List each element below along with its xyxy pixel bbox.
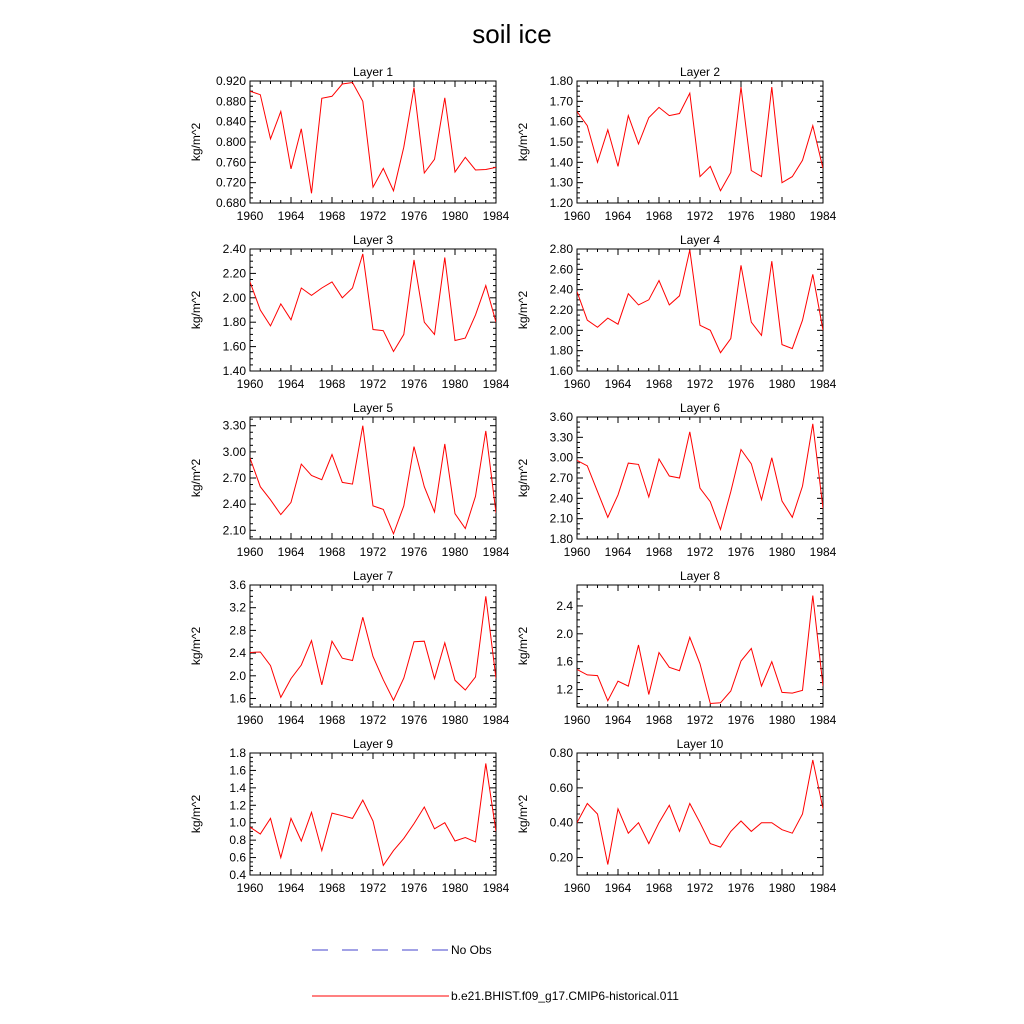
x-tick-label: 1964: [604, 713, 632, 727]
figure-title: soil ice: [472, 19, 552, 49]
x-tick-label: 1972: [359, 713, 387, 727]
x-tick-label: 1968: [318, 377, 346, 391]
panel-layer-7: [189, 569, 510, 727]
y-tick-label: 2.00: [549, 323, 573, 338]
panel-title: Layer 6: [679, 401, 721, 415]
x-tick-label: 1984: [809, 881, 837, 895]
plot-frame: [577, 81, 823, 203]
y-tick-label: 2.10: [549, 511, 573, 526]
x-tick-label: 1984: [809, 545, 837, 559]
y-tick-label: 0.760: [215, 155, 246, 170]
x-tick-label: 1968: [645, 377, 673, 391]
x-tick-label: 1980: [768, 713, 796, 727]
y-tick-label: 2.20: [222, 266, 246, 281]
panel-layer-8: [516, 569, 837, 727]
y-tick-label: 2.40: [549, 282, 573, 297]
panel-title: Layer 10: [676, 737, 724, 751]
x-tick-label: 1972: [686, 377, 714, 391]
panel-layer-2: [516, 65, 837, 223]
y-tick-label: 1.6: [556, 654, 573, 669]
y-axis-label: kg/m^2: [516, 458, 530, 498]
panel-title: Layer 9: [352, 737, 394, 751]
y-tick-label: 2.70: [549, 471, 573, 485]
x-tick-label: 1960: [236, 545, 264, 559]
panel-layer-9: [189, 737, 510, 895]
y-tick-label: 2.40: [222, 242, 246, 256]
x-tick-label: 1984: [482, 713, 510, 727]
x-tick-label: 1976: [400, 713, 428, 727]
x-tick-label: 1972: [359, 209, 387, 223]
panel-title: Layer 7: [352, 569, 394, 583]
y-axis-label: kg/m^2: [516, 290, 530, 330]
panel-title: Layer 3: [352, 233, 394, 247]
x-tick-label: 1984: [809, 209, 837, 223]
x-tick-label: 1968: [318, 713, 346, 727]
panel-layer-10: [516, 737, 837, 895]
x-tick-label: 1964: [277, 377, 305, 391]
panel-layer-5: [189, 401, 510, 559]
x-tick-label: 1980: [441, 545, 469, 559]
y-tick-label: 2.20: [549, 303, 573, 317]
y-tick-label: 0.720: [215, 175, 246, 190]
y-tick-label: 0.8: [229, 833, 246, 848]
y-tick-label: 1.70: [549, 94, 573, 109]
x-tick-label: 1976: [727, 881, 755, 895]
x-tick-label: 1968: [645, 713, 673, 727]
y-tick-label: 3.30: [222, 418, 246, 433]
y-tick-label: 1.8: [229, 746, 246, 760]
x-tick-label: 1968: [318, 881, 346, 895]
x-tick-label: 1972: [686, 209, 714, 223]
y-tick-label: 1.6: [229, 763, 246, 778]
y-tick-label: 2.10: [222, 523, 246, 538]
series-line: [250, 83, 496, 194]
y-tick-label: 1.2: [229, 798, 246, 813]
y-tick-label: 0.60: [549, 780, 573, 795]
series-line: [577, 760, 823, 865]
plot-frame: [577, 249, 823, 371]
y-tick-label: 1.60: [549, 364, 573, 378]
series-line: [250, 426, 496, 534]
x-tick-label: 1984: [482, 377, 510, 391]
panel-title: Layer 1: [352, 65, 394, 79]
y-axis-label: kg/m^2: [189, 122, 203, 162]
panel-title: Layer 4: [679, 233, 721, 247]
y-tick-label: 1.6: [229, 691, 246, 706]
x-tick-label: 1976: [727, 377, 755, 391]
y-tick-label: 0.4: [229, 868, 246, 882]
y-tick-label: 0.80: [549, 746, 573, 760]
plot-frame: [577, 753, 823, 875]
x-tick-label: 1964: [277, 881, 305, 895]
y-tick-label: 1.50: [549, 135, 573, 149]
x-tick-label: 1976: [400, 209, 428, 223]
y-tick-label: 0.840: [215, 114, 246, 129]
x-tick-label: 1960: [563, 713, 591, 727]
x-tick-label: 1972: [686, 713, 714, 727]
x-tick-label: 1968: [645, 209, 673, 223]
y-axis-label: kg/m^2: [189, 458, 203, 498]
x-tick-label: 1964: [277, 545, 305, 559]
y-tick-label: 2.00: [222, 290, 246, 305]
y-tick-label: 0.6: [229, 850, 246, 865]
x-tick-label: 1960: [563, 881, 591, 895]
x-tick-label: 1976: [727, 713, 755, 727]
y-tick-label: 1.60: [549, 114, 573, 129]
panel-layer-3: [189, 233, 510, 391]
x-tick-label: 1960: [563, 377, 591, 391]
y-tick-label: 3.6: [229, 578, 246, 592]
y-tick-label: 2.40: [549, 491, 573, 506]
x-tick-label: 1964: [277, 713, 305, 727]
x-tick-label: 1960: [236, 881, 264, 895]
x-tick-label: 1984: [482, 545, 510, 559]
x-tick-label: 1960: [236, 377, 264, 391]
y-tick-label: 2.8: [229, 623, 246, 638]
x-tick-label: 1980: [441, 881, 469, 895]
y-tick-label: 1.20: [549, 196, 573, 210]
x-tick-label: 1980: [441, 713, 469, 727]
x-tick-label: 1980: [441, 377, 469, 391]
x-tick-label: 1984: [482, 209, 510, 223]
y-axis-label: kg/m^2: [516, 794, 530, 834]
series-line: [577, 250, 823, 353]
plot-frame: [250, 585, 496, 707]
panel-layer-1: [189, 65, 510, 223]
legend: [312, 943, 679, 1003]
panel-layer-6: [516, 401, 837, 559]
x-tick-label: 1972: [359, 545, 387, 559]
series-line: [577, 87, 823, 191]
y-tick-label: 1.80: [549, 74, 573, 88]
x-tick-label: 1964: [604, 377, 632, 391]
series-line: [577, 596, 823, 704]
y-tick-label: 1.80: [549, 343, 573, 358]
x-tick-label: 1980: [768, 377, 796, 391]
y-tick-label: 1.0: [229, 815, 246, 830]
plot-frame: [250, 417, 496, 539]
y-tick-label: 2.60: [549, 262, 573, 277]
x-tick-label: 1960: [236, 713, 264, 727]
y-tick-label: 2.80: [549, 242, 573, 256]
panel-title: Layer 5: [352, 401, 394, 415]
x-tick-label: 1972: [686, 545, 714, 559]
y-axis-label: kg/m^2: [189, 290, 203, 330]
y-tick-label: 0.680: [215, 196, 246, 210]
x-tick-label: 1964: [277, 209, 305, 223]
x-tick-label: 1960: [563, 545, 591, 559]
x-tick-label: 1980: [768, 545, 796, 559]
y-axis-label: kg/m^2: [189, 626, 203, 666]
x-tick-label: 1972: [359, 881, 387, 895]
y-tick-label: 1.80: [549, 532, 573, 546]
x-tick-label: 1964: [604, 209, 632, 223]
series-line: [250, 596, 496, 700]
y-tick-label: 1.40: [222, 364, 246, 378]
x-tick-label: 1968: [318, 209, 346, 223]
y-tick-label: 2.0: [556, 626, 573, 641]
y-tick-label: 0.40: [549, 815, 573, 830]
x-tick-label: 1976: [400, 881, 428, 895]
x-tick-label: 1984: [809, 713, 837, 727]
legend-label-no-obs: No Obs: [451, 943, 492, 957]
y-tick-label: 2.70: [222, 471, 246, 485]
x-tick-label: 1976: [400, 377, 428, 391]
y-tick-label: 2.4: [229, 646, 246, 661]
x-tick-label: 1960: [563, 209, 591, 223]
y-axis-label: kg/m^2: [189, 794, 203, 834]
y-tick-label: 0.920: [215, 74, 246, 88]
x-tick-label: 1964: [604, 545, 632, 559]
panel-title: Layer 8: [679, 569, 721, 583]
x-tick-label: 1972: [359, 377, 387, 391]
panel-title: Layer 2: [679, 65, 721, 79]
y-tick-label: 3.00: [549, 450, 573, 465]
x-tick-label: 1972: [686, 881, 714, 895]
x-tick-label: 1980: [768, 209, 796, 223]
series-line: [250, 254, 496, 352]
x-tick-label: 1980: [768, 881, 796, 895]
y-tick-label: 0.800: [215, 135, 246, 149]
x-tick-label: 1984: [809, 377, 837, 391]
y-tick-label: 3.00: [222, 444, 246, 459]
y-tick-label: 0.20: [549, 850, 573, 865]
plot-frame: [250, 249, 496, 371]
x-tick-label: 1976: [400, 545, 428, 559]
series-line: [577, 424, 823, 530]
x-tick-label: 1960: [236, 209, 264, 223]
x-tick-label: 1968: [645, 545, 673, 559]
x-tick-label: 1976: [727, 545, 755, 559]
x-tick-label: 1964: [604, 881, 632, 895]
y-tick-label: 3.60: [549, 410, 573, 424]
y-tick-label: 1.30: [549, 175, 573, 190]
y-axis-label: kg/m^2: [516, 122, 530, 162]
y-tick-label: 2.0: [229, 668, 246, 683]
series-line: [250, 764, 496, 866]
y-tick-label: 3.2: [229, 600, 246, 615]
x-tick-label: 1980: [441, 209, 469, 223]
y-tick-label: 3.30: [549, 430, 573, 445]
y-tick-label: 2.40: [222, 497, 246, 512]
y-tick-label: 1.80: [222, 315, 246, 330]
y-tick-label: 1.40: [549, 155, 573, 170]
y-tick-label: 1.60: [222, 339, 246, 354]
x-tick-label: 1968: [318, 545, 346, 559]
x-tick-label: 1976: [727, 209, 755, 223]
plot-frame: [250, 753, 496, 875]
y-tick-label: 2.4: [556, 598, 573, 613]
y-axis-label: kg/m^2: [516, 626, 530, 666]
x-tick-label: 1968: [645, 881, 673, 895]
legend-label-model: b.e21.BHIST.f09_g17.CMIP6-historical.011: [451, 989, 679, 1003]
panel-layer-4: [516, 233, 837, 391]
x-tick-label: 1984: [482, 881, 510, 895]
y-tick-label: 0.880: [215, 94, 246, 109]
y-tick-label: 1.4: [229, 780, 246, 795]
y-tick-label: 1.2: [556, 682, 573, 697]
plot-frame: [577, 417, 823, 539]
